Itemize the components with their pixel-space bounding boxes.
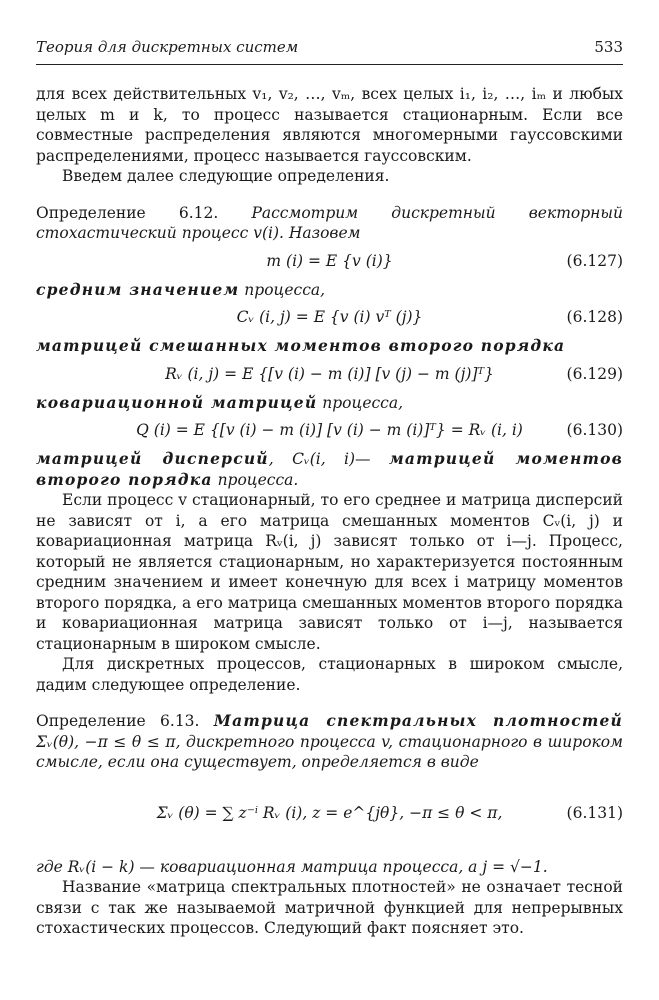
paragraph: для всех действительных v₁, v₂, …, vₘ, всех целых i₁, i₂, …, iₘ и любых целых m и k, то процесс называется стационарным. Если все совместные распределения являются многомерными гауссовскими распределениями, процесс называется гауссовским. [36, 85, 623, 165]
defined-term: матрицей моментов второго порядка [36, 449, 623, 489]
page-number: 533 [594, 38, 623, 56]
definition-line [36, 280, 623, 301]
paragraph: Введем далее следующие определения. [62, 167, 390, 185]
equation-6-131 [36, 779, 623, 851]
definition-tail: процесса, [239, 280, 326, 299]
definition-line [36, 336, 623, 357]
definition-line [36, 393, 623, 414]
defined-term: Матрица спектральных плотностей [213, 711, 623, 730]
definition-text: Рассмотрим дискретный векторный стохастический процесс v(i). Назовем [36, 203, 623, 242]
definition-tail: процесса, [317, 393, 404, 412]
equation-6-129 [36, 361, 623, 389]
equation-number: (6.129) [566, 364, 623, 383]
definition-line: где Rᵥ(i − k) — ковариационная матрица процесса, а j = √−1. [36, 857, 548, 876]
equation-6-130 [36, 417, 623, 445]
paragraph: Если процесс v стационарный, то его среднее и матрица дисперсий не зависят от i, а его матрица смешанных моментов Cᵥ(i, j) и ковариационная матрица Rᵥ(i, j) зависят только от i—j. Процесс, который не является стационарным, но характеризуется постоянным средним значением и имеет конечную для всех i матрицу моментов второго порядка, а его матрица смешанных моментов второго порядка и ковариационная матрица зависят только от i—j, называется стационарным в широком смысле. [36, 491, 623, 653]
equation-number: (6.128) [566, 308, 623, 326]
definition-text: Σᵥ(θ), −π ≤ θ ≤ π, дискретного процесса v, стационарного в широком смысле, если она существует, определяется в виде [36, 732, 623, 771]
defined-term: ковариационной матрицей [36, 392, 318, 412]
page-body [36, 84, 623, 939]
equation-formula: m (i) = E {v (i)} [266, 251, 393, 270]
equation-number: (6.131) [566, 803, 623, 822]
definition-label: Определение 6.13. [36, 712, 200, 730]
equation-formula: Q (i) = E {[v (i) − m (i)] [v (i) − m (i)]ᵀ} = Rᵥ (i, i) [136, 421, 523, 439]
definition-tail: процесса. [212, 470, 299, 489]
definition-6-12 [36, 203, 623, 244]
defined-term: матрицей смешанных моментов второго порядка [36, 336, 566, 355]
running-header [36, 38, 623, 60]
equation-6-128 [36, 304, 623, 332]
paragraph: Для дискретных процессов, стационарных в широком смысле, дадим следующее определение. [36, 655, 623, 694]
defined-term: средним значением [36, 279, 240, 299]
definition-6-13 [36, 711, 623, 773]
equation-number: (6.130) [566, 421, 623, 439]
defined-term: матрицей дисперсий [36, 449, 269, 468]
definition-line [36, 449, 623, 490]
equation-formula: Σᵥ (θ) = ∑ z⁻ⁱ Rᵥ (i), z = e^{jθ}, −π ≤ θ < π, [156, 803, 503, 822]
equation-6-127 [36, 248, 623, 276]
header-rule [36, 64, 623, 65]
definition-mid: , Cᵥ(i, i)— [268, 450, 389, 468]
definition-label: Определение 6.12. [36, 203, 219, 222]
equation-number: (6.127) [566, 251, 623, 270]
equation-formula: Rᵥ (i, j) = E {[v (i) − m (i)] [v (j) − m (j)]ᵀ} [165, 364, 494, 383]
running-header-title: Теория для дискретных систем [36, 38, 299, 56]
paragraph: Название «матрица спектральных плотностей» не означает тесной связи с так же называемой матричной функцией для непрерывных стохастических процессов. Следующий факт поясняет это. [36, 878, 623, 937]
equation-formula: Cᵥ (i, j) = E {v (i) vᵀ (j)} [236, 308, 423, 326]
